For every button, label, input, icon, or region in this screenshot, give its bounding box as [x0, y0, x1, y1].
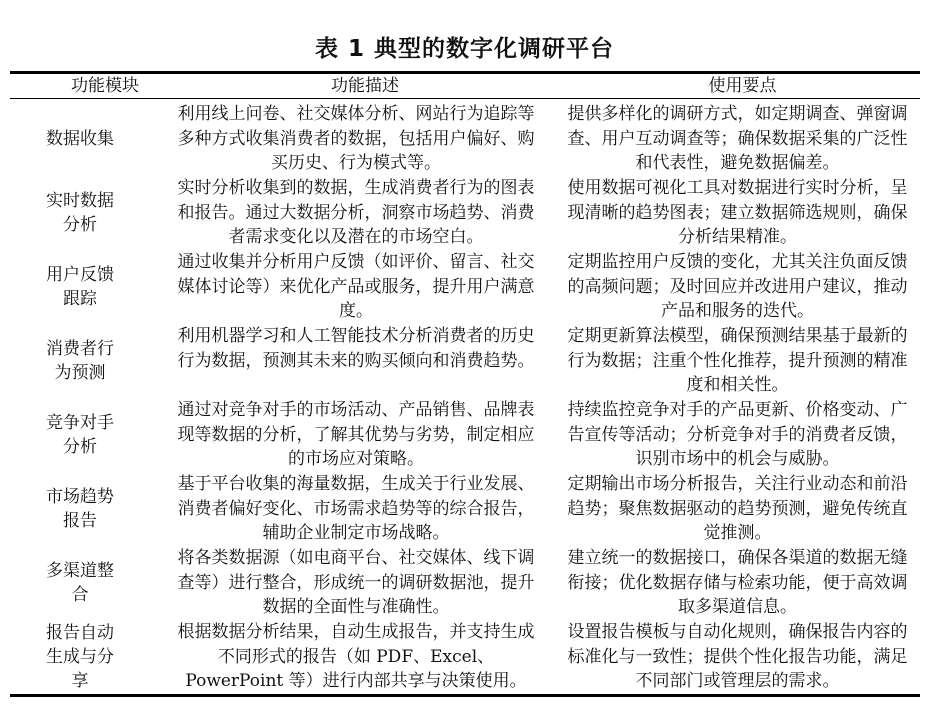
table-row: [10, 102, 920, 176]
table-row: [10, 546, 920, 620]
function-label: 多渠道整合: [46, 561, 114, 605]
function-label: 消费者行为预测: [46, 339, 114, 383]
description-cell: 通过收集并分析用户反馈（如评价、留言、社交媒体讨论等）来优化产品或服务，提升用户满意度。: [177, 252, 535, 321]
description-cell: 实时分析收集到的数据，生成消费者行为的图表和报告。通过大数据分析，洞察市场趋势、消费者需求变化以及潜在的市场空白。: [177, 178, 535, 247]
function-label: 实时数据分析: [46, 191, 114, 235]
function-cell: [40, 176, 190, 250]
table-body: [10, 102, 920, 694]
header-description: 功能描述: [331, 76, 399, 96]
description-cell: 利用机器学习和人工智能技术分析消费者的历史行为数据，预测其未来的购买倾向和消费趋势。: [177, 326, 535, 371]
function-cell: [40, 250, 190, 324]
usage-cell: 设置报告模板与自动化规则，确保报告内容的标准化与一致性；提供个性化报告功能，满足不同部门或管理层的需求。: [567, 622, 908, 691]
table-row: [10, 250, 920, 324]
usage-cell: 提供多样化的调研方式，如定期调查、弹窗调查、用户互动调查等；确保数据采集的广泛性和代表性，避免数据偏差。: [567, 104, 908, 173]
function-cell: [40, 102, 190, 176]
table-row: [10, 176, 920, 250]
function-label: 用户反馈跟踪: [46, 265, 114, 309]
description-cell: 通过对竞争对手的市场活动、产品销售、品牌表现等数据的分析，了解其优势与劣势，制定相应的市场应对策略。: [177, 400, 535, 469]
function-label: 报告自动生成与分享: [46, 623, 114, 691]
usage-cell: 使用数据可视化工具对数据进行实时分析，呈现清晰的趋势图表；建立数据筛选规则，确保分析结果精准。: [567, 178, 908, 247]
usage-cell: 建立统一的数据接口，确保各渠道的数据无缝衔接；优化数据存储与检索功能，便于高效调取多渠道信息。: [567, 548, 908, 617]
table-row: [10, 620, 920, 694]
function-cell: [40, 620, 190, 694]
function-cell: [40, 398, 190, 472]
usage-cell: 定期监控用户反馈的变化，尤其关注负面反馈的高频问题；及时回应并改进用户建议，推动产品和服务的迭代。: [567, 252, 908, 321]
function-label: 竞争对手分析: [46, 413, 114, 457]
description-cell: 根据数据分析结果，自动生成报告，并支持生成不同形式的报告（如 PDF、Excel、PowerPoint 等）进行内部共享与决策使用。: [177, 622, 535, 691]
table-row: [10, 398, 920, 472]
function-cell: [40, 546, 190, 620]
table-row: [10, 472, 920, 546]
function-cell: [40, 324, 190, 398]
description-cell: 将各类数据源（如电商平台、社交媒体、线下调查等）进行整合，形成统一的调研数据池，提升数据的全面性与准确性。: [177, 548, 535, 617]
function-label: 市场趋势报告: [46, 487, 114, 531]
function-cell: [40, 472, 190, 546]
header-function: 功能模块: [71, 76, 139, 96]
table-bottom-rule: [10, 694, 920, 697]
description-cell: 基于平台收集的海量数据，生成关于行业发展、消费者偏好变化、市场需求趋势等的综合报告，辅助企业制定市场战略。: [177, 474, 535, 543]
header-usage: 使用要点: [708, 76, 777, 96]
table-title: 表 1 典型的数字化调研平台: [314, 36, 615, 62]
table-header-rule: [10, 98, 920, 99]
table-row: [10, 324, 920, 398]
usage-cell: 定期更新算法模型，确保预测结果基于最新的行为数据；注重个性化推荐，提升预测的精准度和相关性。: [567, 326, 908, 395]
description-cell: 利用线上问卷、社交媒体分析、网站行为追踪等多种方式收集消费者的数据，包括用户偏好、购买历史、行为模式等。: [177, 104, 535, 173]
function-label: 数据收集: [46, 129, 114, 149]
usage-cell: 定期输出市场分析报告，关注行业动态和前沿趋势；聚焦数据驱动的趋势预测，避免传统直觉推测。: [567, 474, 908, 543]
usage-cell: 持续监控竞争对手的产品更新、价格变动、广告宣传等活动；分析竞争对手的消费者反馈，识别市场中的机会与威胁。: [567, 400, 908, 469]
table-top-rule: [10, 71, 920, 74]
